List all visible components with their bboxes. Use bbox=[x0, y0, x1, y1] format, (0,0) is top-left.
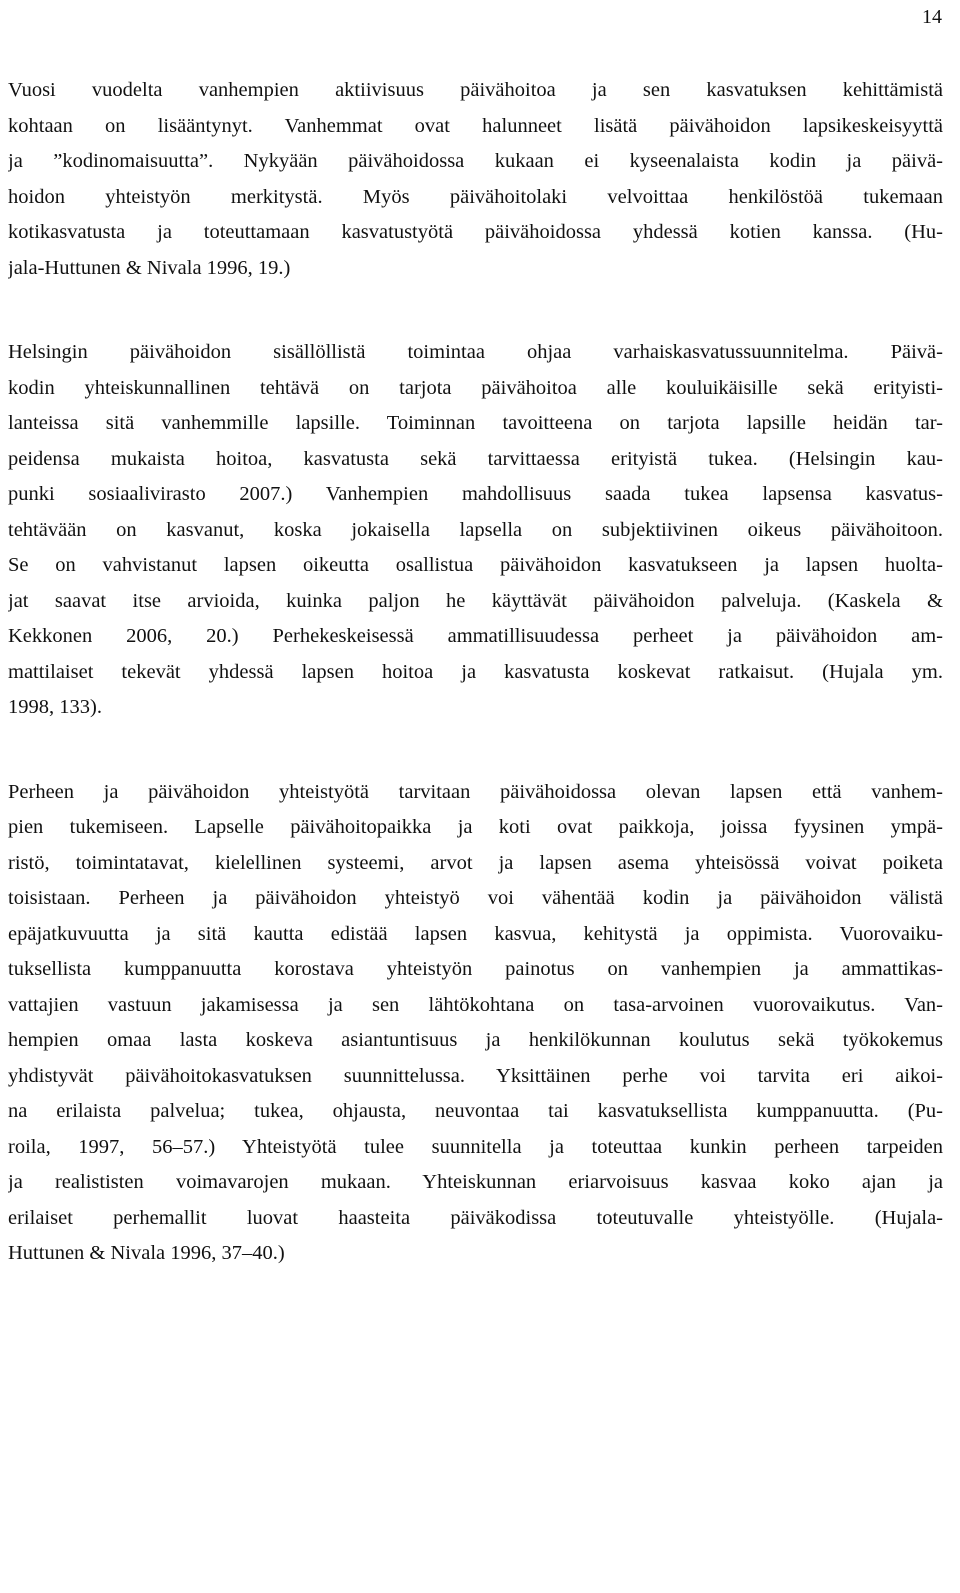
text-line: kohtaan on lisääntynyt. Vanhemmat ovat halunneet lisätä päivähoidon lapsikeskeisyyttä bbox=[8, 114, 943, 137]
text-line: tuksellista kumppanuutta korostava yhteistyön painotus on vanhempien ja ammattikas- bbox=[8, 958, 943, 980]
text-line: 1998, 133). bbox=[8, 696, 102, 718]
text-line: peidensa mukaista hoitoa, kasvatusta sekä tarvittaessa erityistä tukea. (Helsingin kau- bbox=[8, 447, 943, 470]
text-line: hoidon yhteistyön merkitystä. Myös päivähoitolaki velvoittaa henkilöstöä tukemaan bbox=[8, 185, 943, 208]
text-line: ja ”kodinomaisuutta”. Nykyään päivähoidossa kukaan ei kyseenalaista kodin ja päivä- bbox=[8, 150, 943, 172]
paragraph-2 bbox=[8, 335, 943, 726]
text-line: jala-Huttunen & Nivala 1996, 19.) bbox=[8, 256, 291, 279]
text-line: tehtävään on kasvanut, koska jokaisella lapsella on subjektiivinen oikeus päivähoitoon. bbox=[8, 518, 943, 541]
text-line: Helsingin päivähoidon sisällöllistä toimintaa ohjaa varhaiskasvatussuunnitelma. Päivä- bbox=[8, 341, 943, 363]
text-line: epäjatkuvuutta ja sitä kautta edistää lapsen kasvua, kehitystä ja oppimista. Vuorovaiku- bbox=[8, 922, 943, 945]
text-line: yhdistyvät päivähoitokasvatuksen suunnittelussa. Yksittäinen perhe voi tarvita eri aikoi- bbox=[8, 1064, 943, 1087]
text-line: punki sosiaalivirasto 2007.) Vanhempien mahdollisuus saada tukea lapsensa kasvatus- bbox=[8, 483, 943, 505]
text-line: toisistaan. Perheen ja päivähoidon yhteistyö voi vähentää kodin ja päivähoidon välistä bbox=[8, 887, 943, 909]
page-number: 14 bbox=[922, 6, 942, 28]
paragraph-3 bbox=[8, 775, 943, 1272]
text-line: jat saavat itse arvioida, kuinka paljon he käyttävät päivähoidon palveluja. (Kaskela & bbox=[8, 589, 943, 612]
text-line: vattajien vastuun jakamisessa ja sen lähtökohtana on tasa-arvoinen vuorovaikutus. Van- bbox=[8, 993, 943, 1016]
text-line: ristö, toimintatavat, kielellinen systeemi, arvot ja lapsen asema yhteisössä voivat poiketa bbox=[8, 851, 943, 874]
text-line: ja realististen voimavarojen mukaan. Yhteiskunnan eriarvoisuus kasvaa koko ajan ja bbox=[8, 1171, 943, 1193]
paragraph-1 bbox=[8, 73, 943, 286]
text-line: hempien omaa lasta koskeva asiantuntisuus ja henkilökunnan koulutus sekä työkokemus bbox=[8, 1029, 943, 1051]
text-line: Huttunen & Nivala 1996, 37–40.) bbox=[8, 1242, 285, 1264]
text-line: lanteissa sitä vanhemmille lapsille. Toiminnan tavoitteena on tarjota lapsille heidän tar- bbox=[8, 412, 943, 434]
text-line: Kekkonen 2006, 20.) Perhekeskeisessä ammatillisuudessa perheet ja päivähoidon am- bbox=[8, 625, 943, 647]
text-line: Se on vahvistanut lapsen oikeutta osallistua päivähoidon kasvatukseen ja lapsen huolta- bbox=[8, 554, 943, 576]
text-line: Vuosi vuodelta vanhempien aktiivisuus päivähoitoa ja sen kasvatuksen kehittämistä bbox=[8, 79, 943, 101]
text-line: kotikasvatusta ja toteuttamaan kasvatustyötä päivähoidossa yhdessä kotien kanssa. (Hu- bbox=[8, 221, 943, 243]
text-line: roila, 1997, 56–57.) Yhteistyötä tulee suunnitella ja toteuttaa kunkin perheen tarpeiden bbox=[8, 1135, 943, 1158]
text-line: mattilaiset tekevät yhdessä lapsen hoitoa ja kasvatusta koskevat ratkaisut. (Hujala ym. bbox=[8, 660, 943, 683]
document-body bbox=[8, 73, 943, 1272]
text-line: Perheen ja päivähoidon yhteistyötä tarvitaan päivähoidossa olevan lapsen että vanhem- bbox=[8, 780, 943, 803]
text-line: kodin yhteiskunnallinen tehtävä on tarjota päivähoitoa alle kouluikäisille sekä erityisti- bbox=[8, 376, 943, 399]
text-line: erilaiset perhemallit luovat haasteita päiväkodissa toteutuvalle yhteistyölle. (Hujala- bbox=[8, 1206, 943, 1229]
text-line: na erilaista palvelua; tukea, ohjausta, neuvontaa tai kasvatuksellista kumppanuutta. (Pu- bbox=[8, 1100, 943, 1122]
text-line: pien tukemiseen. Lapselle päivähoitopaikka ja koti ovat paikkoja, joissa fyysinen ympä- bbox=[8, 816, 943, 838]
